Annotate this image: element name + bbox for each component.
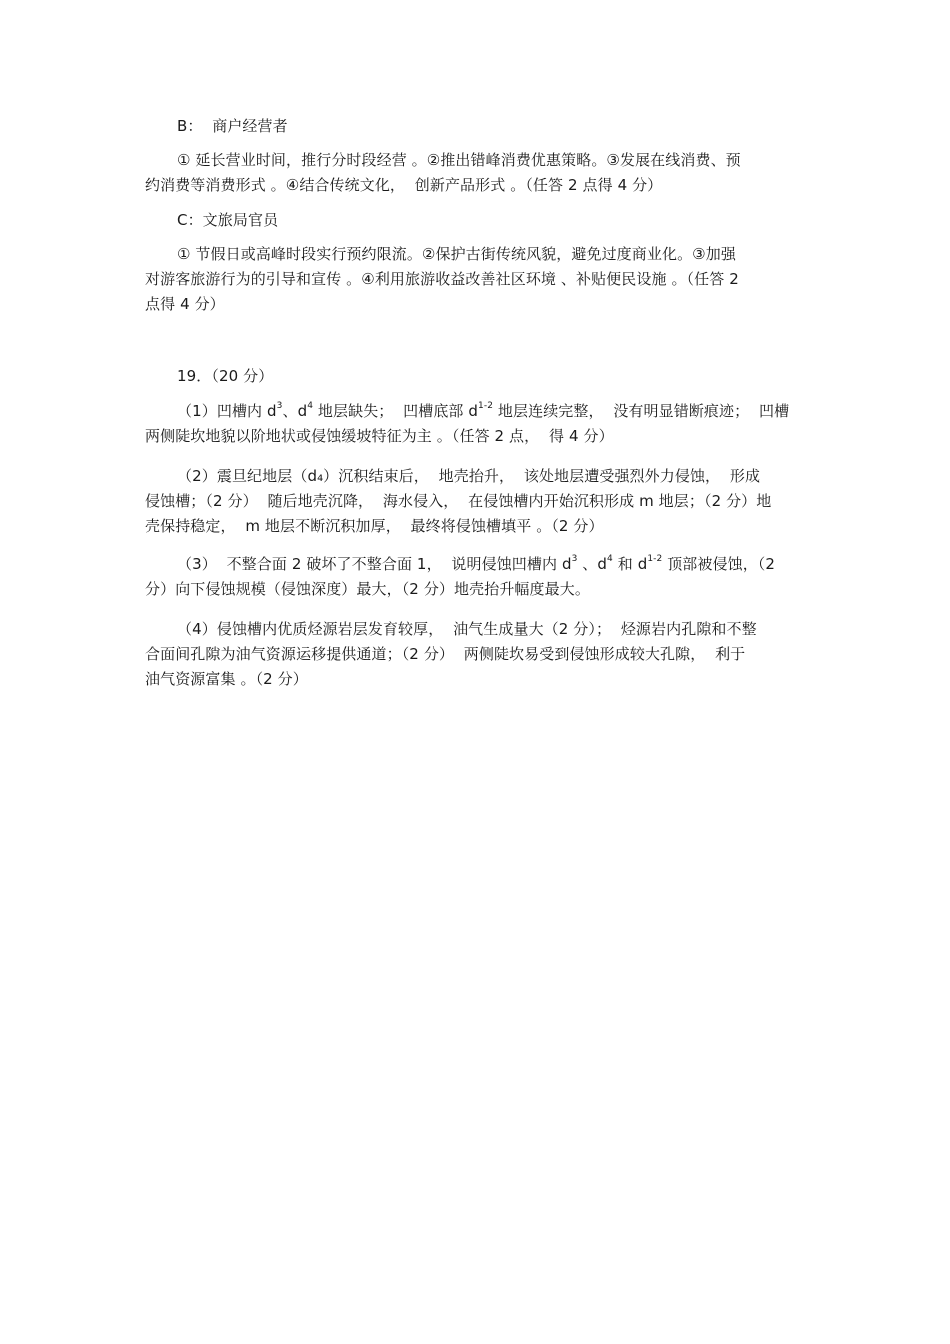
answer-2-line-2: 侵蚀槽；（2 分） 随后地壳沉降， 海水侵入， 在侵蚀槽内开始沉积形成 m 地层；（2 分）地	[145, 492, 772, 510]
answer-2-line-1: （2）震旦纪地层（d₄）沉积结束后， 地壳抬升， 该处地层遭受强烈外力侵蚀， 形成	[177, 467, 761, 485]
answer-3-line-1: （3） 不整合面 2 破坏了不整合面 1， 说明侵蚀凹槽内 $d^3$ 、$d^4$ 和 $d^{1-2}$ 顶部被侵蚀，（2	[177, 554, 776, 573]
answer-2-line-3: 壳保持稳定， m 地层不断沉积加厚， 最终将侵蚀槽填平 。（2 分）	[145, 517, 604, 535]
answer-4-line-2: 合面间孔隙为油气资源运移提供通道；（2 分） 两侧陡坎易受到侵蚀形成较大孔隙， 利于	[145, 645, 746, 663]
question-19-heading: 19．（20 分）	[177, 367, 274, 385]
section-c-text-line-2: 对游客旅游行为的引导和宣传 。④利用旅游收益改善社区环境 、补贴便民设施 。（任答 2	[145, 270, 739, 288]
section-b-text-line-1: ① 延长营业时间，推行分时段经营 。②推出错峰消费优惠策略。③发展在线消费、预	[177, 151, 741, 169]
section-b-heading: B： 商户经营者	[177, 117, 288, 135]
answer-3-line-2: 分）向下侵蚀规模（侵蚀深度）最大，（2 分）地壳抬升幅度最大。	[145, 580, 590, 598]
section-c-text-line-1: ① 节假日或高峰时段实行预约限流。②保护古街传统风貌，避免过度商业化。③加强	[177, 245, 736, 263]
answer-1-line-2: 两侧陡坎地貌以阶地状或侵蚀缓坡特征为主 。（任答 2 点， 得 4 分）	[145, 427, 614, 445]
answer-4-line-3: 油气资源富集 。（2 分）	[145, 670, 308, 688]
section-c-heading: C：文旅局官员	[177, 211, 279, 229]
section-b-text-line-2: 约消费等消费形式 。④结合传统文化， 创新产品形式 。（任答 2 点得 4 分）	[145, 176, 663, 194]
answer-1-line-1: （1）凹槽内 $d^3$、$d^4$ 地层缺失； 凹槽底部 $d^{1-2}$ 地层连续完整， 没有明显错断痕迹； 凹槽	[177, 401, 790, 420]
answer-4-line-1: （4）侵蚀槽内优质烃源岩层发育较厚， 油气生成量大（2 分）； 烃源岩内孔隙和不整	[177, 620, 757, 638]
section-c-text-line-3: 点得 4 分）	[145, 295, 225, 313]
